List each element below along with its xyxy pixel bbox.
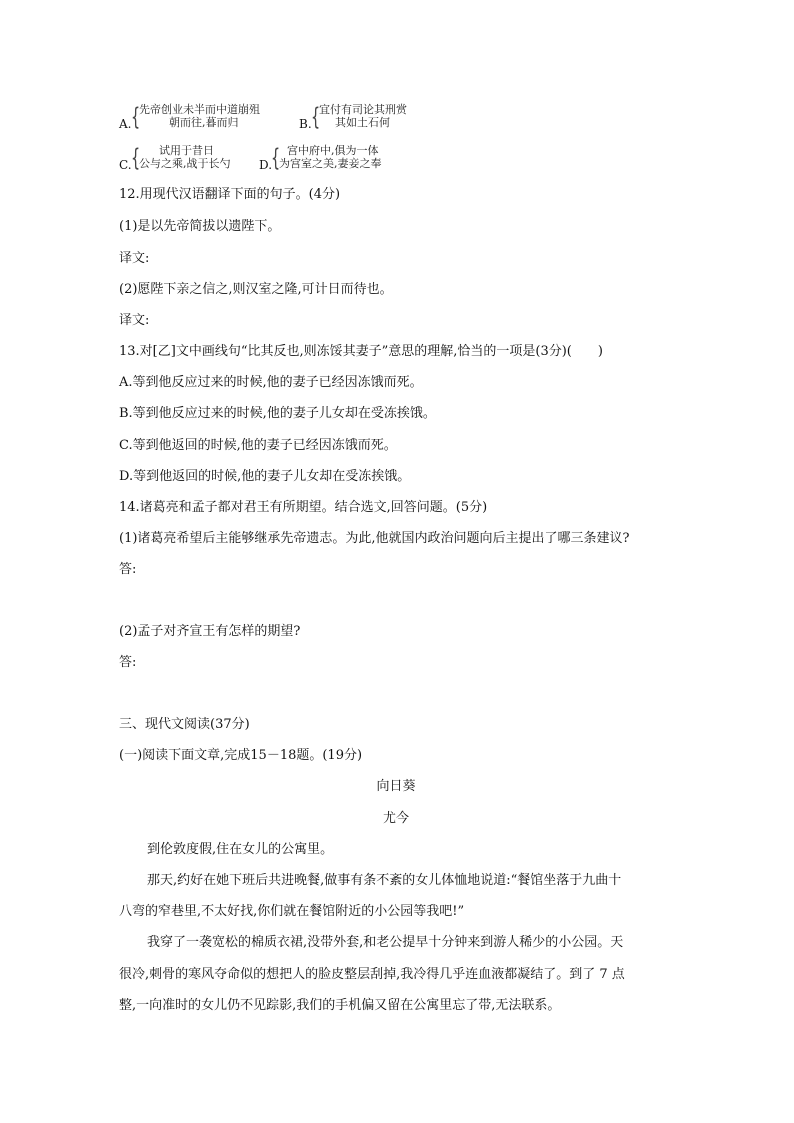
question-13-option-d: D.等到他返回的时候,他的妻子儿女却在受冻挨饿。 — [119, 469, 411, 484]
option-letter: B. — [299, 117, 312, 131]
option-line-2: 为宫室之美,妻妾之奉 — [279, 157, 382, 170]
answer-label: 答: — [119, 562, 137, 577]
paragraph-3-line-2: 很冷,刺骨的寒风夺命似的想把人的脸皮整层刮掉,我冷得几乎连血液都凝结了。到了 7 点 — [119, 967, 625, 982]
question-14-sub-2: (2)孟子对齐宣王有怎样的期望? — [119, 624, 301, 639]
question-13-title: 13.对[乙]文中画线句“比其反也,则冻馁其妻子”意思的理解,恰当的一项是(3分)( ) — [119, 344, 603, 359]
brace-icon: { — [271, 144, 281, 172]
brace-icon: { — [311, 103, 321, 131]
question-13-option-c: C.等到他返回的时候,他的妻子已经因冻饿而死。 — [119, 438, 397, 453]
option-letter: D. — [259, 158, 273, 172]
option-letter: A. — [119, 117, 132, 131]
option-letter: C. — [119, 158, 132, 172]
option-a — [119, 103, 299, 133]
option-line-1: 宫中府中,俱为一体 — [287, 144, 379, 157]
answer-label: 答: — [119, 655, 137, 670]
option-line-2: 朝而往,暮而归 — [169, 116, 239, 129]
question-13-option-a: A.等到他反应过来的时候,他的妻子已经因冻饿而死。 — [119, 375, 423, 390]
paragraph-2-line-1: 那天,约好在她下班后共进晚餐,做事有条不紊的女儿体恤地说道:“餐馆坐落于九曲十 — [147, 873, 622, 888]
option-line-2: 其如土石何 — [335, 116, 390, 129]
paragraph-3-line-3: 整,一向准时的女儿仍不见踪影,我们的手机偏又留在公寓里忘了带,无法联系。 — [119, 998, 561, 1013]
section-subtitle: (一)阅读下面文章,完成15－18题。(19分) — [119, 748, 363, 763]
question-14-title: 14.诸葛亮和孟子都对君王有所期望。结合选文,回答问题。(5分) — [119, 500, 488, 515]
section-title: 三、现代文阅读(37分) — [119, 717, 250, 732]
question-12-sentence-2: (2)愿陛下亲之信之,则汉室之隆,可计日而待也。 — [119, 282, 393, 297]
brace-icon: { — [131, 144, 141, 172]
answer-label: 译文: — [119, 313, 150, 328]
question-14-sub-1: (1)诸葛亮希望后主能够继承先帝遗志。为此,他就国内政治问题向后主提出了哪三条建议? — [119, 531, 630, 546]
question-12-sentence-1: (1)是以先帝简拔以遗陛下。 — [119, 219, 281, 234]
paragraph-2-line-2: 八弯的窄巷里,不太好找,你们就在餐馆附近的小公园等我吧!” — [119, 904, 465, 919]
option-b — [299, 103, 479, 133]
option-line-2: 公与之乘,战于长勺 — [139, 157, 231, 170]
option-line-1: 先帝创业未半而中道崩殂 — [139, 103, 260, 116]
brace-icon: { — [131, 103, 141, 131]
answer-label: 译文: — [119, 251, 150, 266]
question-12-title: 12.用现代汉语翻译下面的句子。(4分) — [119, 187, 341, 202]
option-d — [259, 144, 459, 174]
article-author: 尤今 — [382, 811, 409, 826]
question-13-option-b: B.等到他反应过来的时候,他的妻子儿女却在受冻挨饿。 — [119, 406, 436, 421]
option-line-1: 试用于昔日 — [159, 144, 214, 157]
paragraph-3-line-1: 我穿了一袭宽松的棉质衣裙,没带外套,和老公提早十分钟来到游人稀少的小公园。天 — [147, 935, 624, 950]
paragraph-1: 到伦敦度假,住在女儿的公寓里。 — [147, 842, 334, 857]
article-title: 向日葵 — [376, 779, 416, 794]
option-line-1: 宜付有司论其刑赏 — [319, 103, 407, 116]
